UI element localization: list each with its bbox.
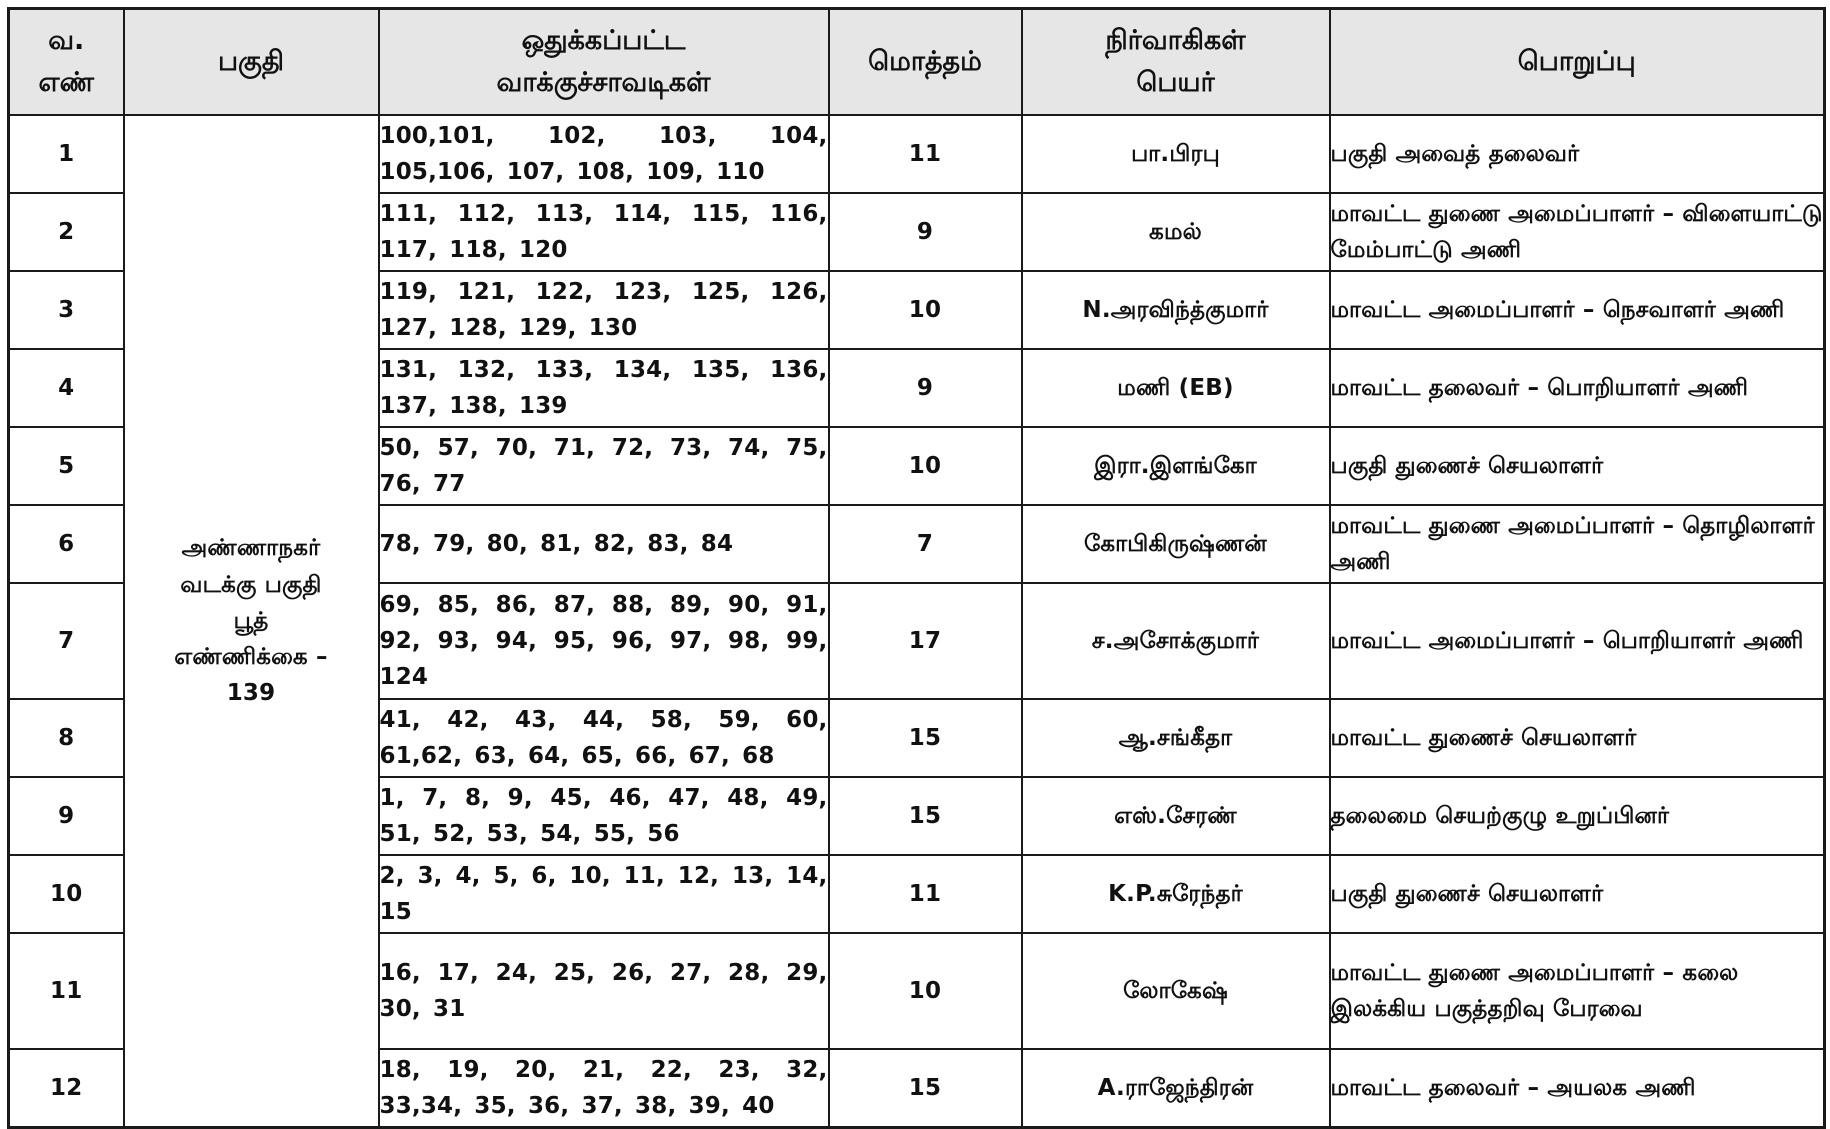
cell-serial-number: 12: [9, 1049, 124, 1128]
cell-allocated-booths: 119, 121, 122, 123, 125, 126, 127, 128, 129, 130: [379, 271, 829, 349]
table-row: [9, 115, 1825, 193]
cell-allocated-booths: 41, 42, 43, 44, 58, 59, 60, 61,62, 63, 64, 65, 66, 67, 68: [379, 699, 829, 777]
header-area: பகுதி: [124, 9, 379, 116]
cell-serial-number: 5: [9, 427, 124, 505]
cell-allocated-booths: 1, 7, 8, 9, 45, 46, 47, 48, 49, 51, 52, 53, 54, 55, 56: [379, 777, 829, 855]
cell-allocated-booths: 50, 57, 70, 71, 72, 73, 74, 75, 76, 77: [379, 427, 829, 505]
cell-total: 15: [829, 777, 1022, 855]
cell-allocated-booths: 111, 112, 113, 114, 115, 116, 117, 118, 120: [379, 193, 829, 271]
cell-responsibility: மாவட்ட அமைப்பாளர் – நெசவாளர் அணி: [1330, 271, 1825, 349]
booth-assignment-table: [7, 7, 1826, 1129]
cell-total: 7: [829, 505, 1022, 583]
cell-total: 15: [829, 699, 1022, 777]
cell-responsibility: பகுதி அவைத் தலைவர்: [1330, 115, 1825, 193]
cell-total: 10: [829, 271, 1022, 349]
booth-assignment-sheet: [7, 7, 1823, 1129]
cell-total: 11: [829, 855, 1022, 933]
cell-responsibility: மாவட்ட துணைச் செயலாளர்: [1330, 699, 1825, 777]
cell-officer-name: கமல்: [1022, 193, 1330, 271]
cell-officer-name: ஆ.சங்கீதா: [1022, 699, 1330, 777]
cell-officer-name: லோகேஷ்: [1022, 933, 1330, 1049]
cell-responsibility: மாவட்ட அமைப்பாளர் – பொறியாளர் அணி: [1330, 583, 1825, 699]
cell-officer-name: மணி (EB): [1022, 349, 1330, 427]
cell-total: 15: [829, 1049, 1022, 1128]
cell-area: [124, 115, 379, 1128]
cell-responsibility: பகுதி துணைச் செயலாளர்: [1330, 427, 1825, 505]
cell-officer-name: கோபிகிருஷ்ணன்: [1022, 505, 1330, 583]
cell-responsibility: பகுதி துணைச் செயலாளர்: [1330, 855, 1825, 933]
cell-total: 9: [829, 349, 1022, 427]
header-serial-number: வ. எண்: [9, 9, 124, 116]
cell-responsibility: மாவட்ட துணை அமைப்பாளர் – தொழிலாளர் அணி: [1330, 505, 1825, 583]
header-responsibility: பொறுப்பு: [1330, 9, 1825, 116]
cell-total: 10: [829, 427, 1022, 505]
cell-officer-name: K.P.சுரேந்தர்: [1022, 855, 1330, 933]
cell-allocated-booths: 131, 132, 133, 134, 135, 136, 137, 138, 139: [379, 349, 829, 427]
cell-officer-name: இரா.இளங்கோ: [1022, 427, 1330, 505]
cell-allocated-booths: 78, 79, 80, 81, 82, 83, 84: [379, 505, 829, 583]
cell-serial-number: 6: [9, 505, 124, 583]
table-header-row: [9, 9, 1825, 116]
cell-total: 11: [829, 115, 1022, 193]
cell-serial-number: 8: [9, 699, 124, 777]
cell-serial-number: 4: [9, 349, 124, 427]
cell-total: 17: [829, 583, 1022, 699]
area-label: அண்ணாநகர் வடக்கு பகுதி பூத் எண்ணிக்கை – 139: [174, 535, 328, 707]
cell-officer-name: எஸ்.சேரண்: [1022, 777, 1330, 855]
cell-officer-name: ச.அசோக்குமார்: [1022, 583, 1330, 699]
cell-serial-number: 3: [9, 271, 124, 349]
cell-responsibility: மாவட்ட தலைவர் – பொறியாளர் அணி: [1330, 349, 1825, 427]
header-allocated-booths: ஒதுக்கப்பட்ட வாக்குச்சாவடிகள்: [379, 9, 829, 116]
cell-allocated-booths: 2, 3, 4, 5, 6, 10, 11, 12, 13, 14, 15: [379, 855, 829, 933]
table-body: [9, 115, 1825, 1128]
cell-serial-number: 11: [9, 933, 124, 1049]
cell-officer-name: N.அரவிந்த்குமார்: [1022, 271, 1330, 349]
header-officer-name: நிர்வாகிகள் பெயர்: [1022, 9, 1330, 116]
cell-allocated-booths: 69, 85, 86, 87, 88, 89, 90, 91, 92, 93, 94, 95, 96, 97, 98, 99, 124: [379, 583, 829, 699]
cell-total: 9: [829, 193, 1022, 271]
cell-responsibility: மாவட்ட துணை அமைப்பாளர் – விளையாட்டு மேம்பாட்டு அணி: [1330, 193, 1825, 271]
cell-allocated-booths: 16, 17, 24, 25, 26, 27, 28, 29, 30, 31: [379, 933, 829, 1049]
cell-officer-name: A.ராஜேந்திரன்: [1022, 1049, 1330, 1128]
cell-serial-number: 1: [9, 115, 124, 193]
cell-allocated-booths: 18, 19, 20, 21, 22, 23, 32, 33,34, 35, 36, 37, 38, 39, 40: [379, 1049, 829, 1128]
cell-serial-number: 7: [9, 583, 124, 699]
cell-total: 10: [829, 933, 1022, 1049]
cell-serial-number: 10: [9, 855, 124, 933]
cell-responsibility: மாவட்ட துணை அமைப்பாளர் – கலை இலக்கிய பகுத்தறிவு பேரவை: [1330, 933, 1825, 1049]
cell-allocated-booths: 100,101, 102, 103, 104, 105,106, 107, 108, 109, 110: [379, 115, 829, 193]
cell-serial-number: 9: [9, 777, 124, 855]
cell-serial-number: 2: [9, 193, 124, 271]
header-total: மொத்தம்: [829, 9, 1022, 116]
cell-responsibility: மாவட்ட தலைவர் – அயலக அணி: [1330, 1049, 1825, 1128]
cell-officer-name: பா.பிரபு: [1022, 115, 1330, 193]
cell-responsibility: தலைமை செயற்குழு உறுப்பினர்: [1330, 777, 1825, 855]
